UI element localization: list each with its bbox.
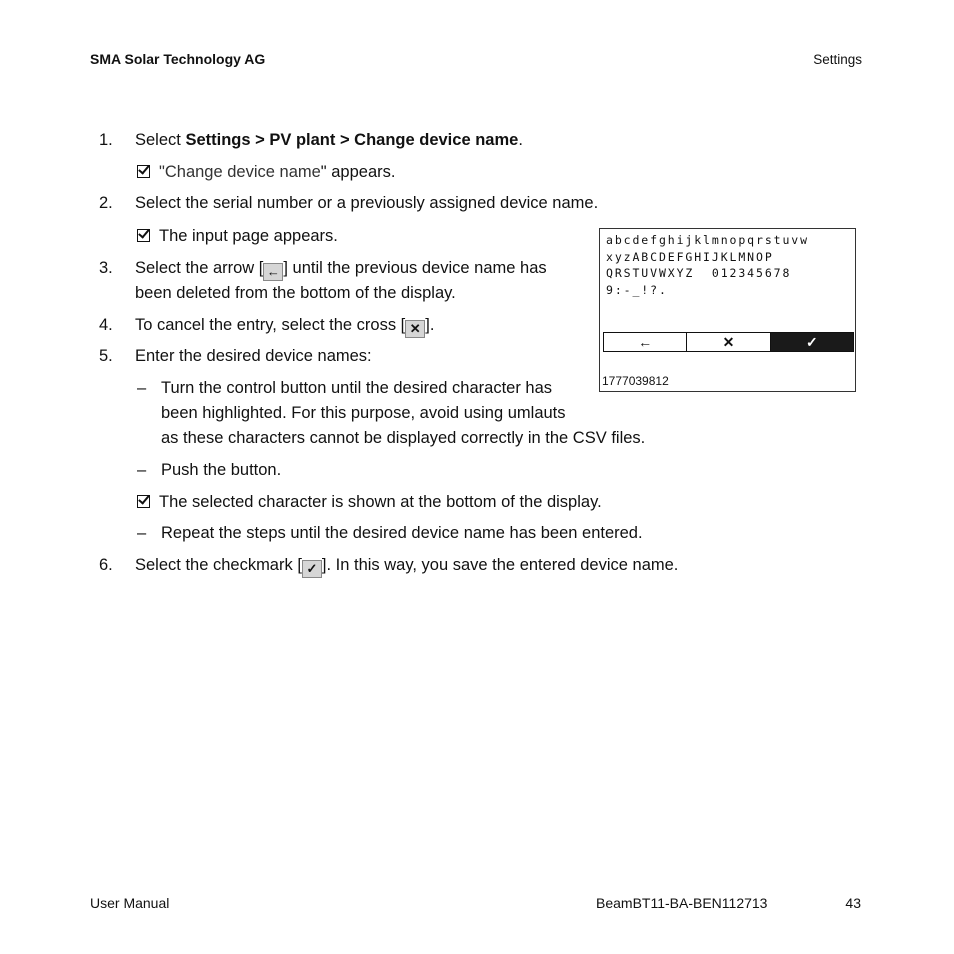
char-row-1: abcdefghijklmnopqrstuvw xyxy=(606,233,809,247)
step-2-number: 2. xyxy=(99,194,113,212)
step-6-b: ]. In this way, you save the entered device name. xyxy=(321,556,679,574)
step-1-result xyxy=(137,162,395,182)
step-6-text xyxy=(135,555,678,578)
char-row-4: 9:-_!?. xyxy=(606,283,668,297)
step-2-result-text: The input page appears. xyxy=(159,227,338,245)
step-1-path: Settings > PV plant > Change device name xyxy=(185,131,519,149)
checkbox-icon xyxy=(137,165,150,178)
checkmark-icon: ✓ xyxy=(302,560,322,578)
footer-page-number: 43 xyxy=(845,895,861,911)
step-3-text-2: been deleted from the bottom of the display. xyxy=(135,284,456,302)
footer-doc: User Manual xyxy=(90,895,170,911)
display-button-bar xyxy=(603,332,854,352)
arrow-left-icon: ← xyxy=(604,333,687,351)
step-5-detail-1c: as these characters cannot be displayed correctly in the CSV files. xyxy=(161,429,646,447)
step-3-number: 3. xyxy=(99,259,113,277)
char-row-3: QRSTUVWXYZ 012345678 xyxy=(606,266,792,280)
step-5-result-text: The selected character is shown at the bottom of the display. xyxy=(159,493,602,511)
checkmark-icon: ✓ xyxy=(771,333,853,351)
step-4-number: 4. xyxy=(99,316,113,334)
footer-code: BeamBT11-BA-BEN112713 xyxy=(596,895,768,911)
checkbox-icon xyxy=(137,229,150,242)
header-section: Settings xyxy=(813,52,862,67)
step-1-result-light: "Change device name xyxy=(159,163,321,181)
cross-icon: ✕ xyxy=(687,333,770,351)
step-6-number: 6. xyxy=(99,556,113,574)
step-1-post: . xyxy=(518,131,523,149)
step-5-number: 5. xyxy=(99,347,113,365)
step-1-result-rest: " appears. xyxy=(320,163,396,181)
char-row-2: xyzABCDEFGHIJKLMNOP xyxy=(606,250,774,264)
step-5-detail-1b: been highlighted. For this purpose, avoid using umlauts xyxy=(161,404,566,422)
step-6-a: Select the checkmark [ xyxy=(135,556,302,574)
step-4-a: To cancel the entry, select the cross [ xyxy=(135,316,406,334)
step-5-detail-1a: Turn the control button until the desired character has xyxy=(161,379,553,397)
dash-3: – xyxy=(137,524,147,542)
dash-1: – xyxy=(137,379,147,397)
step-4-b: ]. xyxy=(425,316,435,334)
step-3-text-1 xyxy=(135,258,547,281)
step-4-text xyxy=(135,315,434,338)
step-3-a: Select the arrow [ xyxy=(135,259,264,277)
step-5-detail-3: Repeat the steps until the desired device name has been entered. xyxy=(161,524,643,542)
step-1-pre: Select xyxy=(135,131,186,149)
step-3-b: ] until the previous device name has xyxy=(283,259,547,277)
step-2-result xyxy=(137,226,338,246)
checkbox-icon xyxy=(137,495,150,508)
serial-number: 1777039812 xyxy=(602,374,669,388)
device-display xyxy=(599,228,856,392)
arrow-left-icon: ← xyxy=(263,263,283,281)
step-1-number: 1. xyxy=(99,131,113,149)
step-5-result xyxy=(137,492,602,512)
step-5-text: Enter the desired device names: xyxy=(135,347,372,365)
step-5-detail-2: Push the button. xyxy=(161,461,282,479)
step-1-text xyxy=(135,130,523,150)
dash-2: – xyxy=(137,461,147,479)
header-company: SMA Solar Technology AG xyxy=(90,51,266,67)
step-2-text: Select the serial number or a previously assigned device name. xyxy=(135,194,599,212)
cross-icon: ✕ xyxy=(405,320,425,338)
